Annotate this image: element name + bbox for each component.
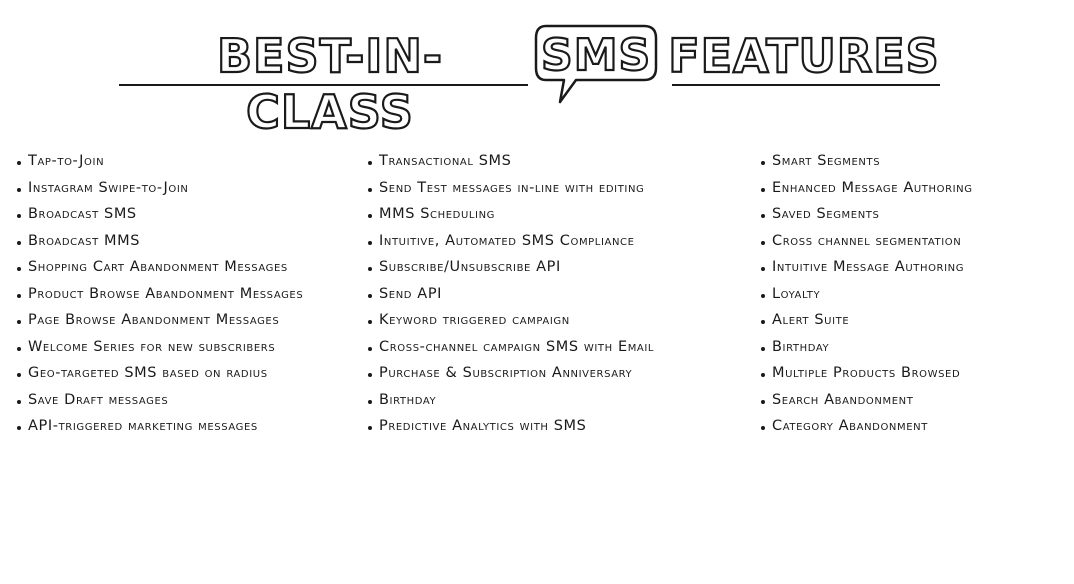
feature-column-2 [367, 153, 717, 445]
list-item: Welcome Series for new subscribers [16, 339, 346, 355]
title-underline-right [672, 84, 940, 86]
title-sms: SMS [541, 30, 652, 81]
list-item: Broadcast MMS [16, 233, 346, 249]
list-item: Geo-targeted SMS based on radius [16, 365, 346, 381]
title-features: FEATURES [668, 29, 940, 83]
list-item: Page Browse Abandonment Messages [16, 312, 346, 328]
list-item: Broadcast SMS [16, 206, 346, 222]
list-item: Save Draft messages [16, 392, 346, 408]
list-item: Transactional SMS [367, 153, 717, 169]
list-item: Search Abandonment [760, 392, 1060, 408]
list-item: Intuitive Message Authoring [760, 259, 1060, 275]
title-underline-left [119, 84, 528, 86]
feature-column-3 [760, 153, 1060, 445]
title-best-in-class: BEST-IN-CLASS [216, 29, 444, 139]
list-item: Alert Suite [760, 312, 1060, 328]
list-item: Send API [367, 286, 717, 302]
list-item: Shopping Cart Abandonment Messages [16, 259, 346, 275]
list-item: Send Test messages in-line with editing [367, 180, 717, 196]
list-item: Predictive Analytics with SMS [367, 418, 717, 434]
list-item: Subscribe/Unsubscribe API [367, 259, 717, 275]
list-item: Birthday [367, 392, 717, 408]
list-item: Multiple Products Browsed [760, 365, 1060, 381]
list-item: API-triggered marketing messages [16, 418, 346, 434]
list-item: Purchase & Subscription Anniversary [367, 365, 717, 381]
list-item: MMS Scheduling [367, 206, 717, 222]
list-item: Cross channel segmentation [760, 233, 1060, 249]
list-item: Saved Segments [760, 206, 1060, 222]
list-item: Product Browse Abandonment Messages [16, 286, 346, 302]
list-item: Birthday [760, 339, 1060, 355]
list-item: Loyalty [760, 286, 1060, 302]
list-item: Enhanced Message Authoring [760, 180, 1060, 196]
feature-column-1 [16, 153, 346, 445]
page-title [0, 0, 1074, 139]
list-item: Category Abandonment [760, 418, 1060, 434]
list-item: Cross-channel campaign SMS with Email [367, 339, 717, 355]
list-item: Tap-to-Join [16, 153, 346, 169]
list-item: Instagram Swipe-to-Join [16, 180, 346, 196]
list-item: Keyword triggered campaign [367, 312, 717, 328]
list-item: Smart Segments [760, 153, 1060, 169]
list-item: Intuitive, Automated SMS Compliance [367, 233, 717, 249]
